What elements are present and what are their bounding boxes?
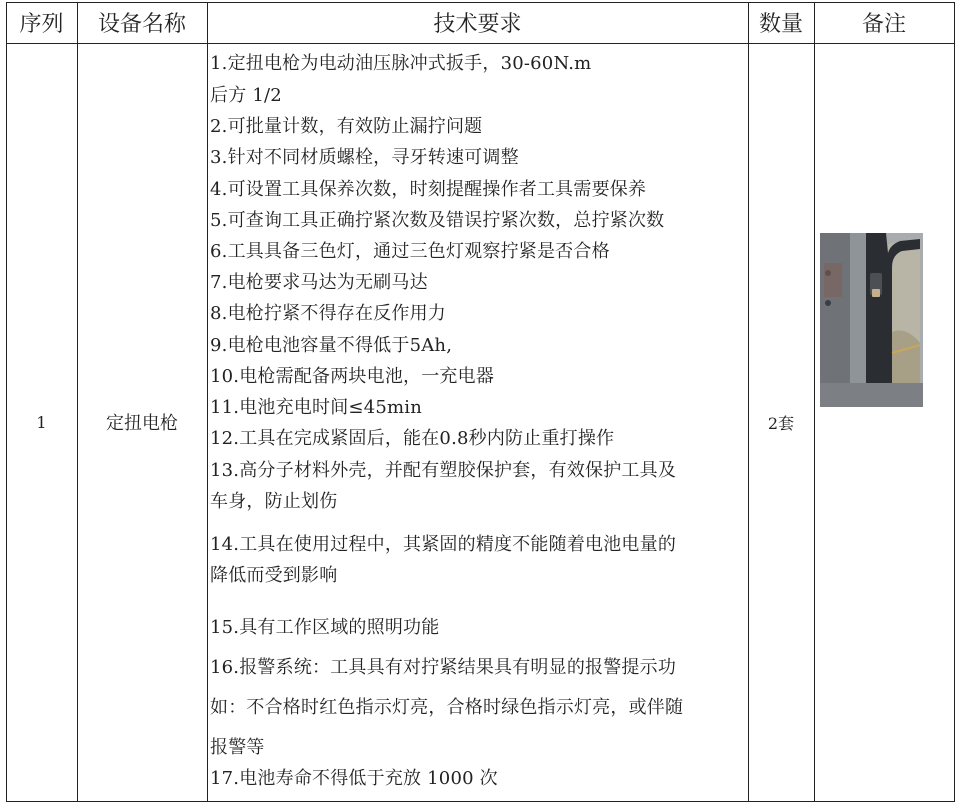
table-right-border — [954, 2, 955, 802]
requirement-line: 6.工具具备三色灯，通过三色灯观察拧紧是否合格 — [210, 241, 610, 262]
requirement-line: 车身，防止划伤 — [210, 491, 338, 512]
requirement-line: 后方 1/2 — [210, 85, 282, 106]
row-index: 1 — [36, 412, 47, 432]
requirement-line: 2.可批量计数，有效防止漏拧问题 — [210, 116, 483, 137]
header-technical-requirements: 技术要求 — [433, 12, 522, 37]
requirement-line: 9.电枪电池容量不得低于5Ah, — [210, 335, 453, 356]
requirement-line: 17.电池寿命不得低于充放 1000 次 — [210, 768, 498, 789]
requirement-line: 8.电枪拧紧不得存在反作用力 — [210, 303, 446, 324]
requirement-line: 10.电枪需配备两块电池，一充电器 — [210, 366, 495, 387]
requirement-line: 1.定扭电枪为电动油压脉冲式扳手，30-60N.m — [210, 53, 592, 74]
requirement-line: 5.可查询工具正确拧紧次数及错误拧紧次数，总拧紧次数 — [210, 210, 665, 231]
requirement-line: 3.针对不同材质螺栓，寻牙转速可调整 — [210, 147, 519, 168]
requirement-line: 12.工具在完成紧固后，能在0.8秒内防止重打操作 — [210, 428, 615, 449]
requirement-line: 4.可设置工具保养次数，时刻提醒操作者工具需要保养 — [210, 179, 647, 200]
col-divider-2 — [207, 2, 208, 802]
requirement-line: 如：不合格时红色指示灯亮，合格时绿色指示灯亮，或伴随 — [210, 697, 684, 718]
requirement-line: 7.电枪要求马达为无刷马达 — [210, 272, 428, 293]
table-bottom-border — [6, 801, 955, 802]
requirement-line: 降低而受到影响 — [210, 565, 338, 586]
requirements-table — [6, 2, 955, 802]
header-remarks: 备注 — [861, 12, 906, 37]
tool-photo — [820, 233, 923, 407]
header-device-name: 设备名称 — [97, 12, 186, 37]
requirement-line: 16.报警系统：工具具有对拧紧结果具有明显的报警提示功 — [210, 657, 677, 678]
header-quantity: 数量 — [758, 12, 803, 37]
requirement-line: 15.具有工作区域的照明功能 — [210, 617, 440, 638]
row-device-name: 定扭电枪 — [106, 413, 178, 434]
requirement-line: 14.工具在使用过程中，其紧固的精度不能随着电池电量的 — [210, 534, 677, 555]
row-quantity: 2套 — [767, 413, 795, 433]
requirement-line: 13.高分子材料外壳，并配有塑胶保护套，有效保护工具及 — [210, 460, 677, 481]
header-index: 序列 — [19, 12, 64, 37]
col-divider-4 — [814, 2, 815, 802]
requirement-line: 11.电池充电时间≤45min — [210, 397, 423, 418]
requirement-line: 报警等 — [210, 737, 265, 758]
